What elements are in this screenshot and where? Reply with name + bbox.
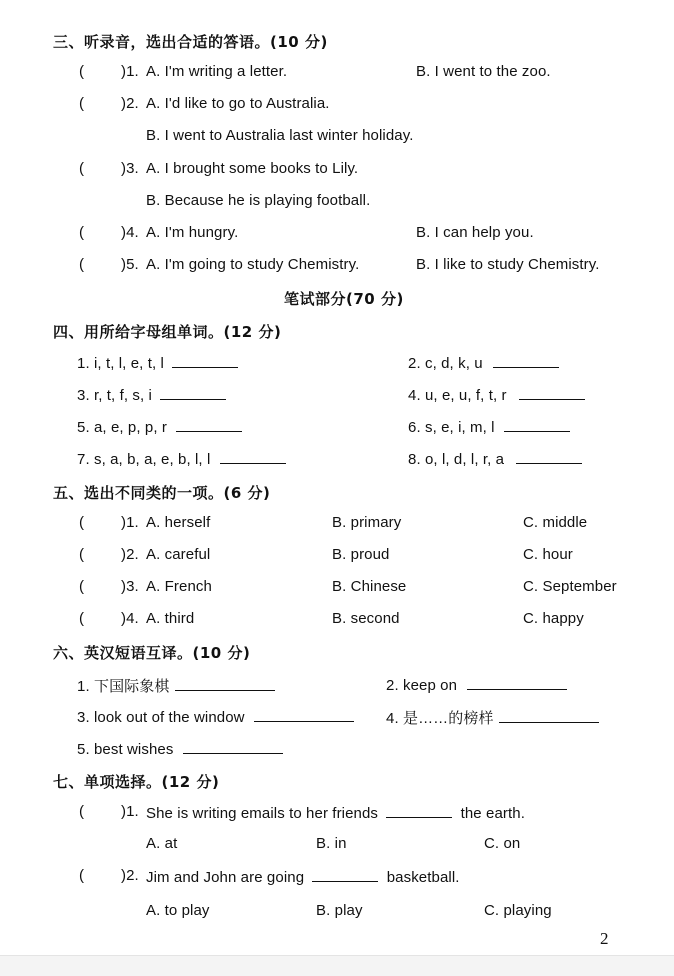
option-b: B. Chinese [332, 578, 407, 595]
option-a: A. I'm hungry. [146, 224, 239, 241]
letters: 3. r, t, f, s, i [77, 387, 152, 404]
option-b: B. I like to study Chemistry. [416, 256, 600, 273]
answer-paren[interactable]: ( [79, 803, 84, 820]
phrase-item [386, 675, 567, 694]
option-c: C. on [484, 835, 521, 852]
answer-blank[interactable] [504, 417, 570, 432]
option-a: A. French [146, 578, 212, 595]
option-c: C. middle [523, 514, 588, 531]
answer-blank[interactable] [175, 676, 275, 691]
word-item [408, 417, 570, 436]
answer-blank[interactable] [312, 867, 378, 882]
option-b: B. primary [332, 514, 402, 531]
option-b: B. Because he is playing football. [146, 192, 371, 209]
option-c: C. playing [484, 902, 552, 919]
option-b: B. proud [332, 546, 390, 563]
option-b: B. I went to the zoo. [416, 63, 551, 80]
option-c: C. happy [523, 610, 584, 627]
written-part-title: 笔试部分(70 分) [284, 290, 404, 308]
word-item [77, 385, 226, 404]
answer-paren[interactable]: ( [79, 514, 84, 531]
word-item [408, 385, 585, 404]
option-a: A. herself [146, 514, 211, 531]
answer-blank[interactable] [220, 449, 286, 464]
question-number: )4. [121, 610, 139, 627]
option-b: B. I can help you. [416, 224, 534, 241]
phrase: 2. keep on [386, 677, 458, 694]
question-number: )4. [121, 224, 139, 241]
word-item [408, 353, 559, 372]
phrase: 4. 是……的榜样 [386, 710, 494, 727]
phrase-item [386, 707, 599, 728]
stem-before: Jim and John are going [146, 869, 305, 886]
answer-blank[interactable] [467, 675, 567, 690]
answer-paren[interactable]: ( [79, 63, 84, 80]
page-number: 2 [600, 929, 609, 948]
phrase: 3. look out of the window [77, 709, 245, 726]
letters: 5. a, e, p, p, r [77, 419, 167, 436]
letters: 4. u, e, u, f, t, r [408, 387, 507, 404]
answer-blank[interactable] [493, 353, 559, 368]
question-number: )2. [121, 867, 139, 884]
stem-after: basketball. [386, 869, 460, 886]
option-a: A. I'm going to study Chemistry. [146, 256, 360, 273]
answer-paren[interactable]: ( [79, 610, 84, 627]
answer-blank[interactable] [519, 385, 585, 400]
word-item [77, 449, 286, 468]
answer-paren[interactable]: ( [79, 160, 84, 177]
stem-before: She is writing emails to her friends [146, 805, 379, 822]
phrase: 5. best wishes [77, 741, 174, 758]
question-number: )2. [121, 95, 139, 112]
stem-after: the earth. [460, 805, 525, 822]
answer-blank[interactable] [176, 417, 242, 432]
question-number: )1. [121, 63, 139, 80]
question-stem [146, 867, 460, 886]
question-number: )3. [121, 160, 139, 177]
answer-blank[interactable] [172, 353, 238, 368]
answer-blank[interactable] [516, 449, 582, 464]
option-a: A. at [146, 835, 178, 852]
phrase-item [77, 675, 275, 696]
answer-paren[interactable]: ( [79, 95, 84, 112]
section-4-heading: 四、用所给字母组单词。(12 分) [53, 323, 282, 341]
section-7-heading: 七、单项选择。(12 分) [53, 773, 220, 791]
option-b: B. second [332, 610, 400, 627]
question-number: )1. [121, 514, 139, 531]
letters: 8. o, l, d, l, r, a [408, 451, 505, 468]
section-6-heading: 六、英汉短语互译。(10 分) [53, 644, 251, 662]
letters: 7. s, a, b, a, e, b, l, l [77, 451, 211, 468]
option-a: A. to play [146, 902, 210, 919]
answer-paren[interactable]: ( [79, 578, 84, 595]
word-item [408, 449, 582, 468]
answer-paren[interactable]: ( [79, 867, 84, 884]
answer-blank[interactable] [386, 803, 452, 818]
answer-blank[interactable] [254, 707, 354, 722]
option-a: A. I brought some books to Lily. [146, 160, 359, 177]
phrase: 1. 下国际象棋 [77, 678, 170, 695]
question-stem [146, 803, 525, 822]
word-item [77, 417, 242, 436]
question-number: )5. [121, 256, 139, 273]
option-c: C. hour [523, 546, 573, 563]
option-a: A. I'm writing a letter. [146, 63, 288, 80]
answer-blank[interactable] [499, 708, 599, 723]
answer-paren[interactable]: ( [79, 256, 84, 273]
phrase-item [77, 739, 283, 758]
option-a: A. careful [146, 546, 211, 563]
answer-blank[interactable] [160, 385, 226, 400]
word-item [77, 353, 238, 372]
question-number: )1. [121, 803, 139, 820]
option-c: C. September [523, 578, 617, 595]
option-b: B. in [316, 835, 347, 852]
question-number: )3. [121, 578, 139, 595]
section-5-heading: 五、选出不同类的一项。(6 分) [53, 484, 271, 502]
page-bottom-edge [0, 955, 674, 976]
answer-paren[interactable]: ( [79, 546, 84, 563]
answer-blank[interactable] [183, 739, 283, 754]
letters: 2. c, d, k, u [408, 355, 483, 372]
letters: 1. i, t, l, e, t, l [77, 355, 164, 372]
option-b: B. play [316, 902, 363, 919]
question-number: )2. [121, 546, 139, 563]
letters: 6. s, e, i, m, l [408, 419, 495, 436]
answer-paren[interactable]: ( [79, 224, 84, 241]
option-a: A. third [146, 610, 195, 627]
phrase-item [77, 707, 354, 726]
option-a: A. I'd like to go to Australia. [146, 95, 330, 112]
section-3-heading: 三、听录音，选出合适的答语。(10 分) [53, 33, 328, 51]
option-b: B. I went to Australia last winter holiday. [146, 127, 414, 144]
